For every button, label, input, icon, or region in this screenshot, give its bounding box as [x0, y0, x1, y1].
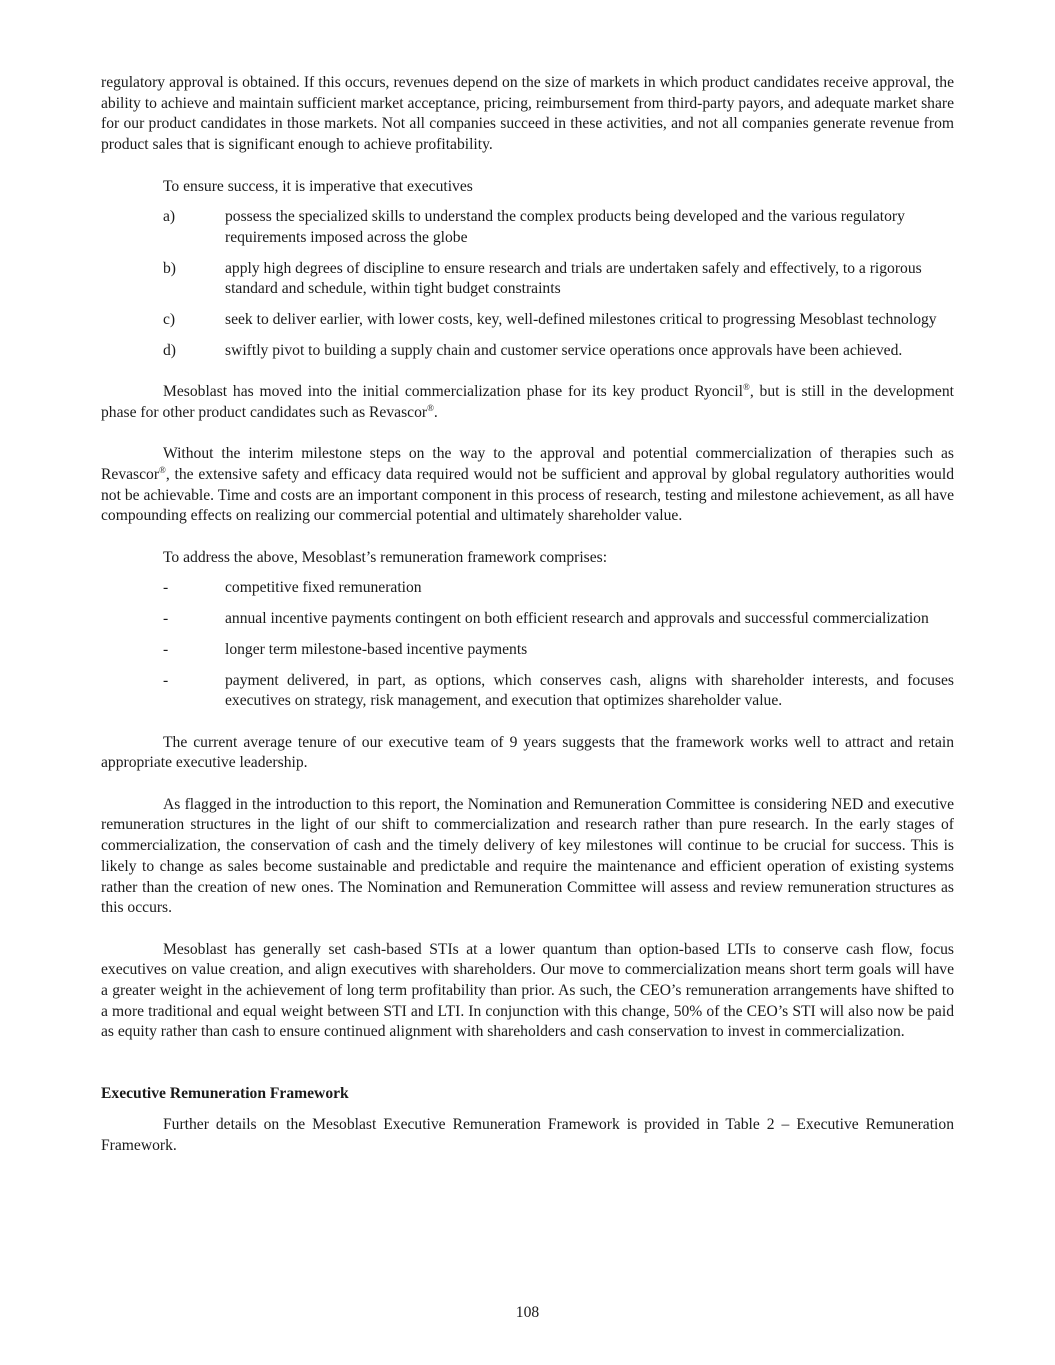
list-marker: a) [163, 208, 176, 226]
text-run: . [433, 403, 438, 421]
list-marker: - [163, 671, 169, 689]
list-item-text: annual incentive payments contingent on both efficient research and approvals and successful commercialization [225, 610, 929, 628]
list-item-text: longer term milestone-based incentive payments [225, 640, 528, 658]
text-run: Without the interim milestone steps on the way to the approval and potential commercialization of therapies such as Revascor [101, 445, 954, 483]
list-item [101, 207, 954, 248]
registered-mark: ® [159, 464, 166, 475]
list-item-text: possess the specialized skills to understand the complex products being developed and the various regulatory requirements imposed across the globe [225, 208, 905, 246]
list-marker: c) [163, 311, 176, 329]
list-item [101, 640, 954, 661]
list-marker: - [163, 610, 169, 628]
list-item [101, 609, 954, 630]
list-item [101, 578, 954, 599]
list-item [101, 310, 954, 331]
text-run: , but is still in the development phase for other product candidates such as Revascor [101, 383, 954, 421]
paragraph-nomination-committee: As flagged in the introduction to this report, the Nomination and Remuneration Committee is considering NED and executive remuneration structures in the light of our shift to commercialization and research rather than pure research. In the early stages of commercialization, the conservation of cash and the timely delivery of key milestones will continue to be crucial for success. This is likely to change as sales become sustainable and predictable and require the maintenance and efficient operation of existing systems rather than the creation of new ones. The Nomination and Remuneration Committee will assess and review remuneration structures as this occurs. [101, 795, 954, 917]
list-item [101, 671, 954, 712]
list-item [101, 259, 954, 300]
paragraph-regulatory-approval: regulatory approval is obtained. If this occurs, revenues depend on the size of markets in which product candidates receive approval, the ability to achieve and maintain sufficient market acceptance, pricing, reimbursement from third-party payors, and adequate market share for our product candidates in those markets. Not all companies succeed in these activities, and not all companies generate revenue from product sales that is significant enough to achieve profitability. [101, 74, 954, 154]
registered-mark: ® [742, 382, 750, 393]
list-marker: - [163, 640, 169, 658]
paragraph-further-details: Further details on the Mesoblast Executive Remuneration Framework is provided in Table 2 – Executive Remuneration Framework. [101, 1115, 954, 1154]
text-run: Mesoblast has moved into the initial commercialization phase for its key product Ryoncil [163, 383, 743, 401]
section-heading: Executive Remuneration Framework [101, 1085, 349, 1103]
list-item-text: payment delivered, in part, as options, which conserves cash, aligns with shareholder interests, and focuses executives on strategy, risk management, and execution that optimizes shareholder value. [225, 671, 954, 710]
imperatives-list [101, 207, 954, 361]
list-item-text: apply high degrees of discipline to ensure research and trials are undertaken safely and effectively, to a rigorous standard and schedule, within tight budget constraints [225, 259, 922, 298]
paragraph-sti-lti: Mesoblast has generally set cash-based STIs at a lower quantum than option-based LTIs to conserve cash flow, focus executives on value creation, and align executives with shareholders. Our move to commercialization means short term goals will have a greater weight in the achievement of long term profitability than prior. As such, the CEO’s remuneration arrangements have shifted to a more traditional and equal weight between STI and LTI. In conjunction with this change, 50% of the CEO’s STI will also now be paid as equity rather than cash to ensure continued alignment with shareholders and cash conservation to invest in commercialization. [101, 940, 954, 1041]
framework-list [101, 578, 954, 712]
text-run: , the extensive safety and efficacy data required would not be sufficient and approval by global regulatory authorities would not be achievable. Time and costs are an important component in this process of research, testing and milestone achievement, as all have compounding effects on realizing our commercial potential and ultimately shareholder value. [101, 465, 954, 525]
list-item [101, 341, 954, 362]
paragraph-ensure-success: To ensure success, it is imperative that executives [163, 177, 473, 195]
list-item-text: seek to deliver earlier, with lower costs, key, well-defined milestones critical to progressing Mesoblast technology [225, 311, 937, 329]
paragraph-interim-milestones [101, 444, 954, 527]
list-item-text: swiftly pivot to building a supply chain and customer service operations once approvals have been achieved. [225, 341, 903, 359]
paragraph-executive-tenure: The current average tenure of our executive team of 9 years suggests that the framework works well to attract and retain appropriate executive leadership. [101, 733, 954, 772]
paragraph-framework-intro: To address the above, Mesoblast’s remuneration framework comprises: [163, 548, 608, 566]
list-marker: b) [163, 259, 176, 277]
page-number: 108 [515, 1304, 540, 1321]
list-marker: - [163, 579, 169, 597]
paragraph-commercialization-phase [101, 382, 954, 423]
registered-mark: ® [427, 402, 434, 413]
list-item-text: competitive fixed remuneration [225, 579, 422, 597]
document-body [101, 73, 954, 1156]
list-marker: d) [163, 341, 176, 359]
